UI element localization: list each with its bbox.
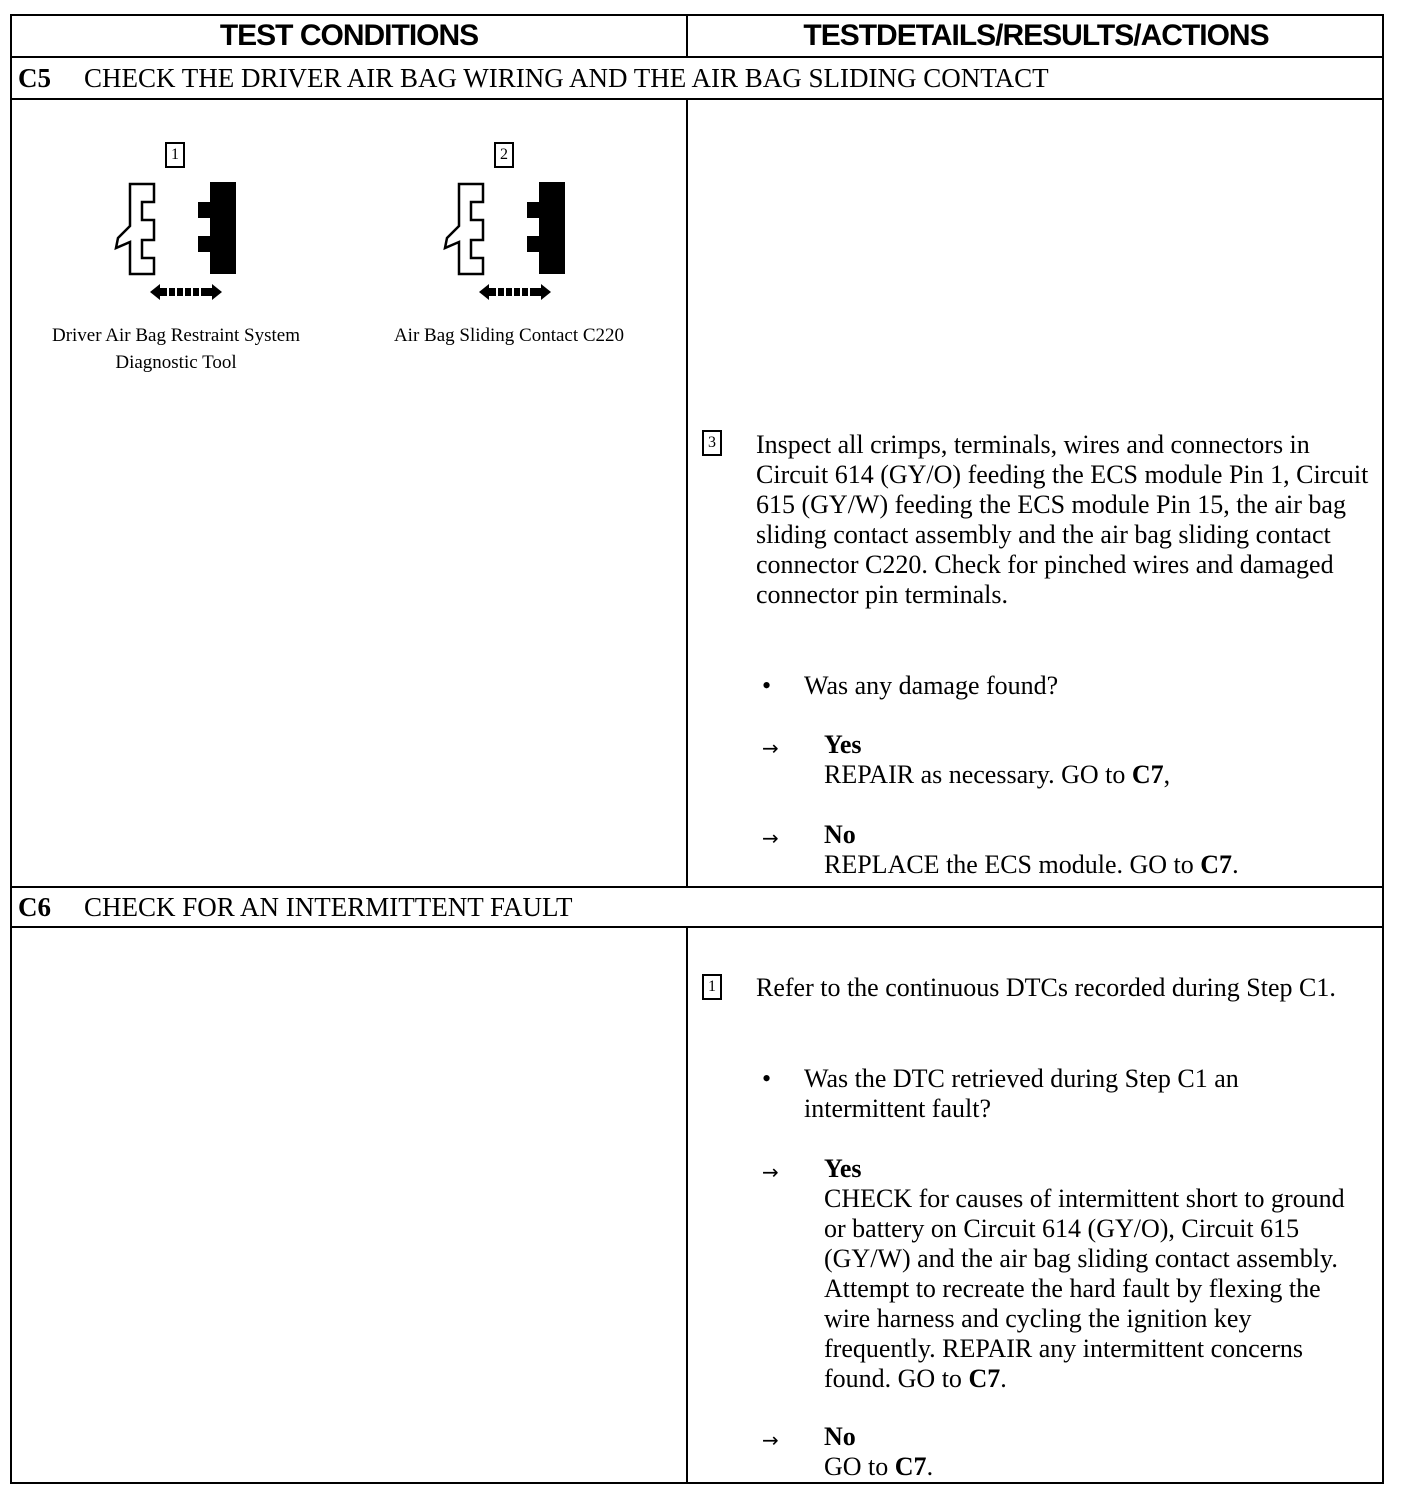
connector-disconnect-icon	[439, 180, 569, 310]
figure-2-label	[358, 322, 660, 349]
c6-yes-text	[824, 1184, 1369, 1394]
figure-1-label-line2: Diagnostic Tool	[115, 352, 237, 373]
c5-column-divider	[686, 98, 688, 886]
c6-yes-label: Yes	[824, 1154, 862, 1183]
c5-yes-instruction: REPAIR as necessary. GO to	[824, 760, 1132, 789]
c5-no-block	[824, 820, 1364, 880]
c5-step-3-text: Inspect all crimps, terminals, wires and connectors in Circuit 614 (GY/O) feeding the ECS module Pin 1, Circuit 615 (GY/W) feeding the ECS module Pin 15, the air bag sliding contact assembly and the air bag sliding contact connector C220. Check for pinched wires and damaged connector pin terminals.	[756, 430, 1369, 609]
diagnostic-table	[10, 14, 1384, 1484]
header-test-conditions: TEST CONDITIONS	[219, 19, 479, 52]
c5-no-target: C7	[1200, 850, 1233, 879]
c6-section-title	[12, 887, 1382, 927]
c5-yes-label: Yes	[824, 730, 862, 759]
c5-yes-target: C7	[1131, 760, 1164, 789]
c6-title: CHECK FOR AN INTERMITTENT FAULT	[84, 891, 573, 922]
c5-yes-arrow-icon: →	[762, 736, 779, 760]
c5-title: CHECK THE DRIVER AIR BAG WIRING AND THE AIR BAG SLIDING CONTACT	[84, 62, 1049, 93]
c5-no-label: No	[824, 820, 856, 849]
c6-no-text	[824, 1452, 1364, 1482]
c6-yes-tail: .	[1000, 1364, 1007, 1393]
c6-yes-target: C7	[968, 1364, 1001, 1393]
c5-no-arrow-icon: →	[762, 826, 779, 850]
c6-no-arrow-icon: →	[762, 1428, 779, 1452]
double-arrow-icon	[150, 284, 222, 300]
c5-step-3-number: 3	[702, 430, 722, 456]
c5-yes-block	[824, 730, 1364, 790]
c6-no-target: C7	[894, 1452, 927, 1481]
c6-no-tail: .	[926, 1452, 934, 1481]
c5-section-title	[12, 58, 1382, 98]
c5-no-tail: .	[1232, 850, 1239, 879]
figure-1-label	[12, 322, 340, 376]
c5-code: C5	[18, 62, 51, 93]
c5-no-instruction: REPLACE the ECS module. GO to	[824, 850, 1201, 879]
c5-yes-text	[824, 760, 1364, 790]
c6-question: Was the DTC retrieved during Step C1 an intermittent fault?	[804, 1064, 1239, 1123]
c6-yes-block	[824, 1154, 1369, 1394]
figure-2-step-number: 2	[494, 142, 514, 168]
c5-no-text	[824, 850, 1364, 880]
connector-disconnect-icon	[110, 180, 240, 310]
c6-yes-arrow-icon: →	[762, 1160, 779, 1184]
double-arrow-icon	[479, 284, 551, 300]
figure-1-label-line1: Driver Air Bag Restraint System	[51, 325, 301, 346]
figure-1-step-number: 1	[165, 142, 185, 168]
c6-code: C6	[18, 891, 51, 922]
c5-yes-tail: ,	[1163, 760, 1171, 789]
c5-bullet-icon: •	[762, 671, 772, 700]
c6-step-1-text: Refer to the continuous DTCs recorded during Step C1.	[756, 973, 1336, 1002]
header-test-details: TESTDETAILS/RESULTS/ACTIONS	[803, 19, 1269, 52]
figure-2-label-line1: Air Bag Sliding Contact C220	[393, 325, 625, 346]
c6-no-instruction: GO to	[824, 1452, 895, 1481]
c6-no-block	[824, 1422, 1364, 1482]
c5-question: Was any damage found?	[804, 671, 1059, 700]
c5-title-divider	[12, 98, 1382, 100]
c6-column-divider	[686, 926, 688, 1482]
c6-yes-instruction: CHECK for causes of intermittent short to ground or battery on Circuit 614 (GY/O), Circuit 615 (GY/W) and the air bag sliding contact assembly. Attempt to recreate the hard fault by flexing the wire harness and cycling the ignition key frequently. REPAIR any intermittent concerns found. GO to	[824, 1184, 1345, 1393]
c6-step-1-number: 1	[702, 974, 722, 1000]
c6-no-label: No	[824, 1422, 856, 1451]
c6-bullet-icon: •	[762, 1064, 772, 1093]
